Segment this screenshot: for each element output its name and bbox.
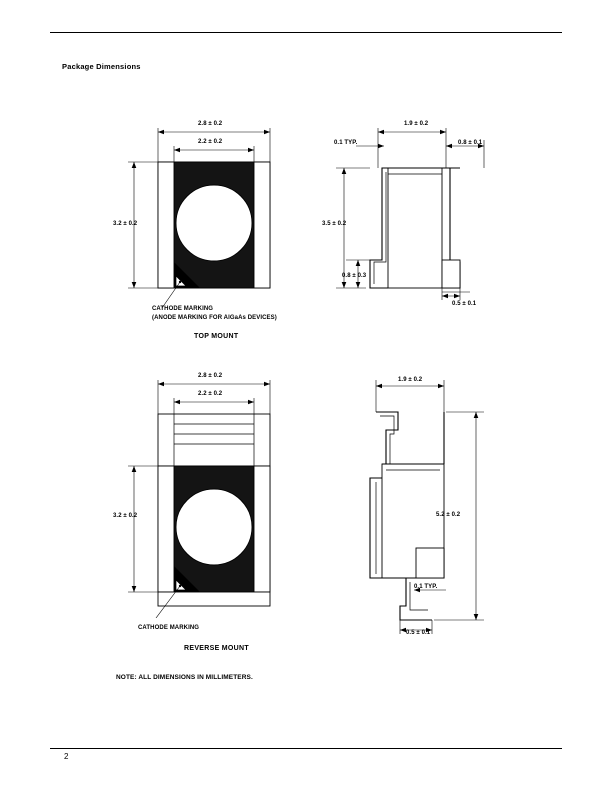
top-mount-front-inner-width-label: 2.2 ± 0.2	[198, 139, 223, 145]
reverse-mount-front-overall-width-label: 2.8 ± 0.2	[198, 373, 223, 379]
top-mount-cathode-marking-line2: (ANODE MARKING FOR AlGaAs DEVICES)	[152, 315, 277, 321]
reverse-mount-side-foot-length-label: 0.5 ± 0.1	[406, 630, 431, 636]
top-mount-side-foot-height-label: 0.8 ± 0.3	[342, 273, 367, 279]
top-mount-side-foot-length-label: 0.5 ± 0.1	[452, 301, 477, 307]
top-mount-caption: TOP MOUNT	[194, 333, 239, 340]
top-mount-side-lead-width-label: 0.8 ± 0.1	[458, 140, 483, 146]
top-mount-cathode-marking-line1: CATHODE MARKING	[152, 306, 214, 312]
top-mount-side-overall-width-label: 1.9 ± 0.2	[404, 121, 429, 127]
top-mount-side-height-label: 3.5 ± 0.2	[322, 221, 347, 227]
dimensions-note: NOTE: ALL DIMENSIONS IN MILLIMETERS.	[116, 674, 253, 681]
page-title: Package Dimensions	[62, 62, 141, 71]
reverse-mount-side-height-label: 5.2 ± 0.2	[436, 512, 461, 518]
reverse-mount-front-height-label: 3.2 ± 0.2	[113, 513, 138, 519]
reverse-mount-front-inner-width-label: 2.2 ± 0.2	[198, 391, 223, 397]
page-number: 2	[64, 752, 69, 761]
reverse-mount-side-lead-thickness-label: 0.1 TYP.	[414, 584, 438, 590]
reverse-mount-cathode-marking-label: CATHODE MARKING	[138, 625, 200, 631]
top-mount-front-height-label: 3.2 ± 0.2	[113, 221, 138, 227]
reverse-mount-side-overall-width-label: 1.9 ± 0.2	[398, 377, 423, 383]
top-mount-side-lead-thickness-label: 0.1 TYP.	[334, 140, 358, 146]
reverse-mount-caption: REVERSE MOUNT	[184, 645, 249, 652]
page-rule-bottom	[50, 748, 562, 749]
page-rule-top	[50, 32, 562, 33]
top-mount-front-overall-width-label: 2.8 ± 0.2	[198, 121, 223, 127]
reverse-mount-side-view-drawing	[326, 368, 506, 648]
reverse-mount-front-view-drawing	[120, 368, 310, 618]
